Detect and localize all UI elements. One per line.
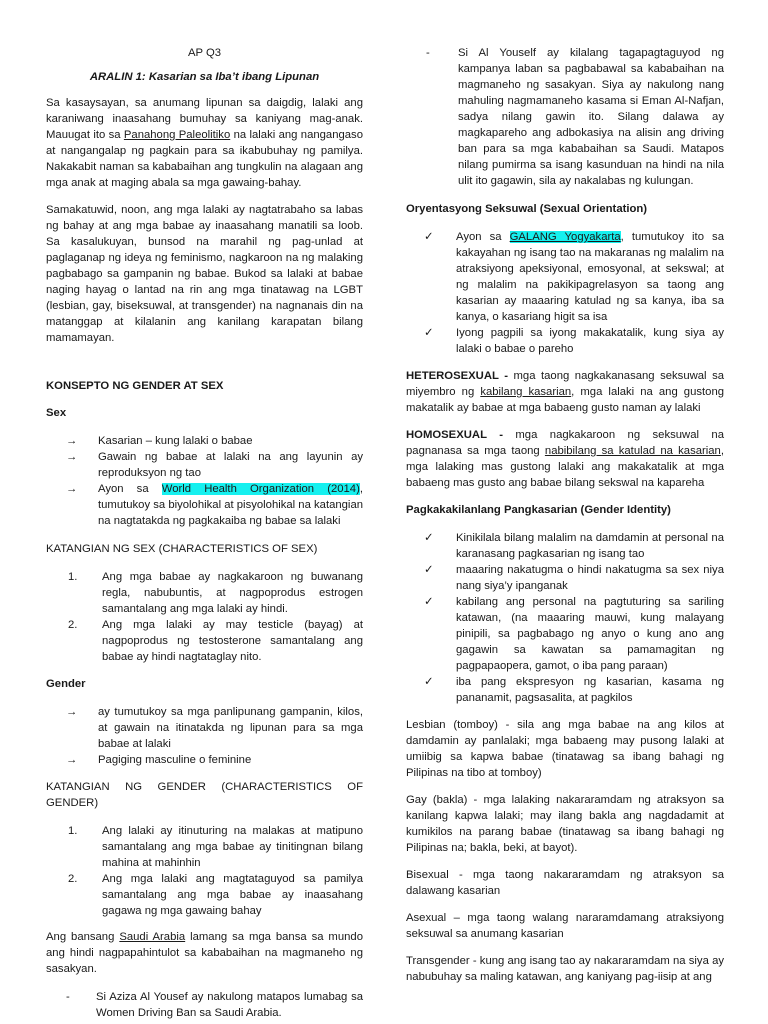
sex-list [46, 433, 363, 529]
orientation-list [406, 229, 724, 357]
list-item [406, 325, 724, 357]
gender-list [46, 704, 363, 768]
list-item [406, 594, 724, 674]
arrow-icon: → [66, 754, 78, 766]
gender-heading: Gender [46, 678, 86, 690]
text: Ayon sa [98, 483, 162, 495]
saudi-arabia-link[interactable]: Saudi Arabia [119, 931, 186, 943]
list-item [406, 45, 724, 189]
underlined-text: nabibilang sa katulad na kasarian [544, 445, 721, 457]
text: mga taong nagkakanasang seksuwal sa miyembro ng [406, 370, 725, 398]
list-number: 2. [68, 873, 78, 885]
sex-characteristics-heading: KATANGIAN NG SEX (CHARACTERISTICS OF SEX) [46, 543, 318, 555]
list-item [46, 704, 363, 752]
list-item-text: Ang lalaki ay itinuturing na malakas at matipuno samantalang ang mga babae ay tinitingnan bilang mahina at mahinhin [102, 825, 363, 869]
lesson-title: ARALIN 1: Kasarian sa Iba’t ibang Lipunan [89, 71, 320, 83]
intro-text: Sa kasaysayan, sa anumang lipunan sa daigdig, lalaki ang karaniwang inaasahang bumuhay sa kaniyang mag-anak. Mauugat ito sa [46, 97, 363, 141]
list-item-text: Kasarian – kung lalaki o babae [98, 435, 253, 447]
list-number: 1. [68, 571, 78, 583]
arrow-icon: → [66, 483, 78, 495]
arrow-icon: → [66, 706, 78, 718]
intro-paragraph-1 [46, 95, 363, 191]
identity-list [406, 530, 724, 706]
who-highlight: World Health Organization (2014) [161, 483, 360, 495]
bisexual-paragraph: Bisexual - mga taong nakararamdam ng atraksyon sa dalawang kasarian [406, 869, 724, 897]
list-item-text: ay tumutukoy sa mga panlipunang gampanin, kilos, at gawain na itinatakda ng lipunan para sa mga babae at lalaki [98, 706, 363, 750]
sex-heading: Sex [46, 407, 67, 419]
aziza-item [46, 989, 363, 1021]
saudi-paragraph [46, 929, 363, 977]
arrow-icon: → [66, 435, 78, 447]
lesbian-paragraph: Lesbian (tomboy) - sila ang mga babae na ang kilos at damdamin ay panlalaki; mga babaeng may pusong lalaki at umiibig sa kapwa babae (tinatawag sa ibang bahagi ng Pilipinas na tibo at tomboy) [406, 719, 724, 779]
list-item [406, 229, 724, 325]
dash-marker: - [66, 991, 70, 1003]
galang-highlight[interactable]: GALANG Yogyakarta [509, 231, 621, 243]
list-item-text: Si Aziza Al Yousef ay nakulong matapos lumabag sa Women Driving Ban sa Saudi Arabia. [96, 991, 363, 1019]
list-item-text: Ang mga lalaki ang magtataguyod sa pamilya samantalang ang mga babae ay inaasahang gagawa ng mga gawaing bahay [102, 873, 363, 917]
intro-paragraph-2: Samakatuwid, noon, ang mga lalaki ay nagtatrabaho sa labas ng bahay at ang mga babae ay inaasahang manatili sa loob. Sa kasalukuyan, bunsod na marahil ng pag-unlad at paglaganap ng ideya ng feminismo, nagkaroon na ng malaking pagbabago sa gampanin ng babae. Bukod sa lalaki at babae naging hayag o lantad na rin ang mga tinatawag na LGBT (lesbian, gay, biseksuwal, at transgender) na nagnanais din na matanggap at kilalanin ang kanilang karapatan bilang mamamayan. [46, 204, 363, 344]
list-item [46, 823, 363, 871]
right-column [406, 45, 724, 985]
course-label: AP Q3 [187, 47, 222, 59]
intro-text: na lalaki ang nangangaso at nangangalap ng pagkain para sa ikabubuhay ng pamilya. Nakakabit naman sa kababaihan ang tungkulin na alagaan ang mga anak at maging abala sa mga gawaing-bahay. [46, 129, 363, 189]
list-item [46, 871, 363, 919]
gender-characteristics-list [46, 823, 363, 919]
list-item-text: maaaring nakatugma o hindi nakatugma sa sex niya nang siya’y ipanganak [456, 564, 724, 592]
sex-characteristics-list [46, 569, 363, 665]
text: lamang sa mga bansa sa mundo ang hindi nagpapahintulot sa kababaihan na magmaneho ng sasakyan. [46, 931, 363, 975]
identity-heading: Pagkakakilanlang Pangkasarian (Gender Identity) [406, 504, 671, 516]
list-item-text: Ang mga babae ay nagkakaroon ng buwanang regla, nabubuntis, at nagpoprodus estrogen samantalang ang mga lalaki ay hindi. [102, 571, 363, 615]
list-item [406, 674, 724, 706]
text: , tumutukoy ito sa kakayahan ng isang tao na makaranas ng malalim na atraksiyong apeksiyonal, emosyonal, at sekswal; at ng malalim na pakikipagrelasyon sa taong ang kasarian ay maaaring katulad ng sa kanya, iba sa kanya, o kasariang higit sa isa [456, 231, 724, 323]
term-label: HOMOSEXUAL - [406, 429, 503, 441]
list-item-text: Gawain ng babae at lalaki na ang layunin ay reproduksyon ng tao [98, 451, 363, 479]
check-icon: ✓ [424, 676, 434, 688]
left-column [46, 45, 363, 1021]
arrow-icon: → [66, 451, 78, 463]
list-item [406, 562, 724, 594]
list-item-text: kabilang ang personal na pagtuturing sa sariling katawan, (na maaaring mauwi, kung malayang pinipili, sa pagbabago ng anyo o kung ano ang gagawin sa kawatan sa pamamagitan ng pagpapaopera, gamot, o iba pang paraan) [456, 596, 724, 672]
check-icon: ✓ [424, 564, 434, 576]
list-item [406, 530, 724, 562]
list-item [46, 617, 363, 665]
list-number: 2. [68, 619, 78, 631]
list-item-text [456, 229, 724, 325]
list-item [46, 989, 363, 1021]
term-label: HETEROSEXUAL - [406, 370, 508, 382]
text: Ang bansang [46, 931, 120, 943]
list-number: 1. [68, 825, 78, 837]
check-icon: ✓ [424, 596, 434, 608]
list-item-text: Pagiging masculine o feminine [98, 754, 252, 766]
orientation-heading: Oryentasyong Seksuwal (Sexual Orientation) [406, 203, 648, 215]
list-item-text: Iyong pagpili sa iyong makakatalik, kung siya ay lalaki o babae o pareho [456, 327, 724, 355]
text: Ayon sa [456, 231, 510, 243]
concept-heading: KONSEPTO NG GENDER AT SEX [46, 380, 224, 392]
list-item [46, 752, 363, 768]
homosexual-paragraph [406, 427, 724, 491]
text: , mga lalaki na ang gustong makatalik ay babae at mga babaeng gusto naman ay lalaki [406, 386, 725, 414]
list-item [46, 433, 363, 449]
list-item-text [98, 481, 363, 529]
dash-marker: - [426, 47, 430, 59]
gay-paragraph: Gay (bakla) - mga lalaking nakararamdam ng atraksyon sa kanilang kapwa lalaki; may ilang bakla ang nagdadamit at kumikilos na parang babae (tinatawag sa ibang bahagi ng Pilipinas na; bakla, beki, at bayot). [406, 794, 724, 854]
list-item-text: Si Al Youself ay kilalang tagapagtaguyod ng kampanya laban sa pagbabawal sa kababaihan na magmaneho ng sasakyan. Siya ay nakulong nang mahuling nagmamaneho kasama si Eman Al-Nafjan, sadya nilang gawin ito. Silang dalawa ay magkapareho ang adbokasiya na alisin ang driving ban para sa mga kababaihan sa Saudi. Matapos nilang pumirma sa isang kasunduan na hindi na nila ulit ito gagawin, sila ay nakalabas ng kulungan. [458, 47, 724, 187]
list-item-text: Kinikilala bilang malalim na damdamin at personal na karanasang pagkasarian ng isang tao [456, 532, 724, 560]
list-item-text: iba pang ekspresyon ng kasarian, kasama ng pananamit, pagsasalita, at pagkilos [456, 676, 724, 704]
text: mga nagkakaroon ng seksuwal na pagnanasa sa mga taong [406, 429, 724, 457]
transgender-paragraph: Transgender - kung ang isang tao ay nakararamdam na siya ay nabubuhay sa maling katawan, ang kaniyang pag-iisip at ang [406, 955, 724, 983]
list-item [46, 449, 363, 481]
text: , tumutukoy sa biyolohikal at pisyolohikal na katangian na nagtatakda ng pagkakaiba ng babae sa lalaki [98, 483, 364, 527]
asexual-paragraph: Asexual – mga taong walang nararamdamang atraksiyong seksuwal sa anumang kasarian [406, 912, 724, 940]
check-icon: ✓ [424, 327, 434, 339]
text: , mga lalaking mas gustong lalaki ang makakatalik at mga babaeng mas gusto ang babae bilang sekswal na kapareha [406, 445, 724, 489]
list-item [46, 569, 363, 617]
gender-characteristics-heading: KATANGIAN NG GENDER (CHARACTERISTICS OF GENDER) [46, 781, 363, 809]
check-icon: ✓ [424, 231, 434, 243]
underlined-text: kabilang kasarian [480, 386, 572, 398]
heterosexual-paragraph [406, 368, 724, 416]
list-item [46, 481, 363, 529]
check-icon: ✓ [424, 532, 434, 544]
yousef-item [406, 45, 724, 189]
list-item-text: Ang mga lalaki ay may testicle (bayag) at nagpoprodus ng testosterone samantalang ang babae ay hindi nagtataglay nito. [102, 619, 363, 663]
paleolitiko-link[interactable]: Panahong Paleolitiko [123, 129, 231, 141]
